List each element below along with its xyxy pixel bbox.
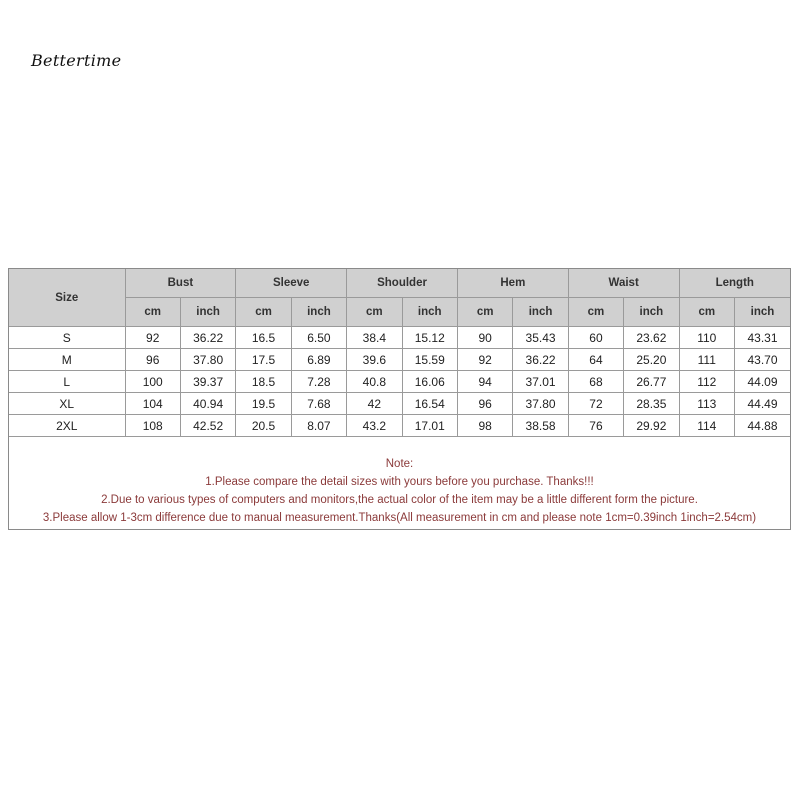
- value-cell-inch: 26.77: [624, 371, 679, 393]
- table-row: [9, 415, 790, 437]
- group-header-waist: Waist: [568, 269, 679, 298]
- size-table: [9, 269, 790, 437]
- size-cell: L: [9, 371, 125, 393]
- value-cell-inch: 36.22: [513, 349, 568, 371]
- value-cell-cm: 100: [125, 371, 180, 393]
- value-cell-inch: 6.89: [291, 349, 346, 371]
- value-cell-inch: 44.88: [734, 415, 790, 437]
- unit-header-inch: inch: [734, 298, 790, 327]
- value-cell-inch: 44.49: [734, 393, 790, 415]
- value-cell-cm: 60: [568, 327, 623, 349]
- value-cell-inch: 15.59: [402, 349, 457, 371]
- value-cell-cm: 38.4: [347, 327, 402, 349]
- unit-header-inch: inch: [402, 298, 457, 327]
- note-line-1: 1.Please compare the detail sizes with yours before you purchase. Thanks!!!: [205, 476, 594, 488]
- table-row: [9, 371, 790, 393]
- table-row: [9, 349, 790, 371]
- value-cell-cm: 17.5: [236, 349, 291, 371]
- value-cell-cm: 96: [457, 393, 512, 415]
- value-cell-inch: 43.31: [734, 327, 790, 349]
- value-cell-inch: 38.58: [513, 415, 568, 437]
- value-cell-inch: 43.70: [734, 349, 790, 371]
- brand-name: Bettertime: [31, 51, 122, 70]
- value-cell-cm: 112: [679, 371, 734, 393]
- value-cell-cm: 72: [568, 393, 623, 415]
- value-cell-inch: 17.01: [402, 415, 457, 437]
- unit-header-cm: cm: [679, 298, 734, 327]
- size-cell: M: [9, 349, 125, 371]
- unit-header-cm: cm: [236, 298, 291, 327]
- value-cell-cm: 92: [125, 327, 180, 349]
- value-cell-inch: 37.80: [513, 393, 568, 415]
- value-cell-inch: 7.28: [291, 371, 346, 393]
- value-cell-cm: 110: [679, 327, 734, 349]
- value-cell-cm: 111: [679, 349, 734, 371]
- value-cell-cm: 20.5: [236, 415, 291, 437]
- value-cell-cm: 64: [568, 349, 623, 371]
- value-cell-cm: 42: [347, 393, 402, 415]
- value-cell-inch: 28.35: [624, 393, 679, 415]
- unit-header-inch: inch: [624, 298, 679, 327]
- value-cell-cm: 68: [568, 371, 623, 393]
- unit-header-cm: cm: [347, 298, 402, 327]
- unit-header-row: [9, 298, 790, 327]
- value-cell-inch: 15.12: [402, 327, 457, 349]
- value-cell-inch: 25.20: [624, 349, 679, 371]
- value-cell-cm: 19.5: [236, 393, 291, 415]
- notes-title: Note:: [385, 458, 414, 470]
- value-cell-inch: 39.37: [180, 371, 235, 393]
- value-cell-inch: 6.50: [291, 327, 346, 349]
- notes: [9, 437, 790, 529]
- value-cell-cm: 108: [125, 415, 180, 437]
- group-header-length: Length: [679, 269, 790, 298]
- value-cell-cm: 94: [457, 371, 512, 393]
- value-cell-cm: 90: [457, 327, 512, 349]
- note-line-3: 3.Please allow 1-3cm difference due to manual measurement.Thanks(All measurement in cm and please note 1cm=0.39inch 1inch=2.54cm): [42, 512, 757, 524]
- value-cell-cm: 92: [457, 349, 512, 371]
- value-cell-inch: 16.06: [402, 371, 457, 393]
- value-cell-cm: 114: [679, 415, 734, 437]
- value-cell-inch: 8.07: [291, 415, 346, 437]
- group-header-bust: Bust: [125, 269, 236, 298]
- size-cell: S: [9, 327, 125, 349]
- value-cell-cm: 43.2: [347, 415, 402, 437]
- size-cell: 2XL: [9, 415, 125, 437]
- value-cell-cm: 96: [125, 349, 180, 371]
- value-cell-inch: 44.09: [734, 371, 790, 393]
- group-header-sleeve: Sleeve: [236, 269, 347, 298]
- unit-header-cm: cm: [568, 298, 623, 327]
- value-cell-inch: 23.62: [624, 327, 679, 349]
- table-row: [9, 393, 790, 415]
- unit-header-inch: inch: [180, 298, 235, 327]
- value-cell-inch: 29.92: [624, 415, 679, 437]
- size-cell: XL: [9, 393, 125, 415]
- value-cell-cm: 39.6: [347, 349, 402, 371]
- value-cell-inch: 40.94: [180, 393, 235, 415]
- unit-header-inch: inch: [513, 298, 568, 327]
- value-cell-cm: 113: [679, 393, 734, 415]
- value-cell-cm: 104: [125, 393, 180, 415]
- value-cell-inch: 37.01: [513, 371, 568, 393]
- value-cell-inch: 36.22: [180, 327, 235, 349]
- value-cell-cm: 16.5: [236, 327, 291, 349]
- value-cell-cm: 18.5: [236, 371, 291, 393]
- group-header-shoulder: Shoulder: [347, 269, 458, 298]
- value-cell-inch: 7.68: [291, 393, 346, 415]
- size-chart: [8, 268, 791, 530]
- value-cell-cm: 76: [568, 415, 623, 437]
- size-header: Size: [9, 269, 125, 327]
- value-cell-cm: 98: [457, 415, 512, 437]
- group-header-row: [9, 269, 790, 298]
- value-cell-inch: 42.52: [180, 415, 235, 437]
- value-cell-cm: 40.8: [347, 371, 402, 393]
- unit-header-inch: inch: [291, 298, 346, 327]
- unit-header-cm: cm: [125, 298, 180, 327]
- table-row: [9, 327, 790, 349]
- value-cell-inch: 35.43: [513, 327, 568, 349]
- note-line-2: 2.Due to various types of computers and monitors,the actual color of the item may be a little different form the picture.: [101, 494, 698, 506]
- group-header-hem: Hem: [457, 269, 568, 298]
- size-rows: [9, 327, 790, 437]
- value-cell-inch: 37.80: [180, 349, 235, 371]
- value-cell-inch: 16.54: [402, 393, 457, 415]
- unit-header-cm: cm: [457, 298, 512, 327]
